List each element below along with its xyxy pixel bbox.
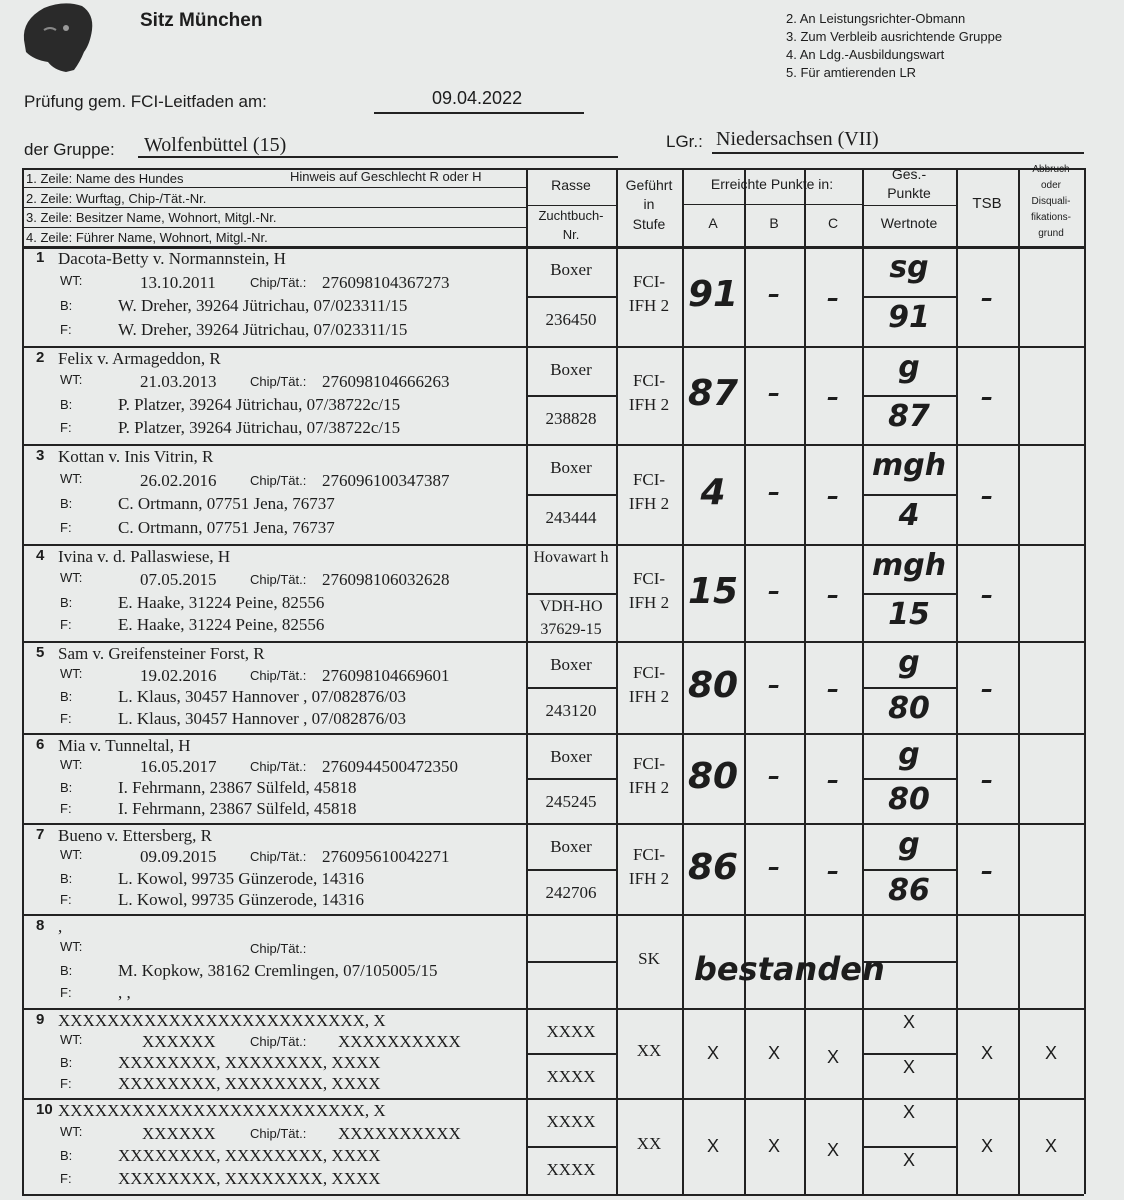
breed: Hovawart h xyxy=(533,549,609,566)
points-b: X xyxy=(767,1043,780,1063)
total-points: 86 xyxy=(888,873,930,908)
dog-name: XXXXXXXXXXXXXXXXXXXXXXXXX, X xyxy=(58,1101,386,1120)
points-c: – xyxy=(827,284,839,312)
label-owner: B: xyxy=(60,780,73,795)
row-midrule xyxy=(862,395,956,397)
chip-number: 276096100347387 xyxy=(322,470,450,490)
label-chip: Chip/Tät.: xyxy=(250,274,307,290)
club-seat: Sitz München xyxy=(140,10,263,31)
row-number: 5 xyxy=(36,644,45,661)
birth-date: 19.02.2016 xyxy=(140,665,217,685)
label-handler: F: xyxy=(60,801,72,816)
header-subrule xyxy=(526,205,616,206)
studbook-number: 243120 xyxy=(545,701,597,720)
row-midrule xyxy=(526,1053,616,1055)
handler: W. Dreher, 39264 Jütrichau, 07/023311/15 xyxy=(118,319,408,339)
label-chip: Chip/Tät.: xyxy=(250,472,307,488)
owner: W. Dreher, 39264 Jütrichau, 07/023311/15 xyxy=(118,296,408,315)
header-line1: 1. Zeile: Name des Hundes xyxy=(26,171,184,186)
header-line2: 2. Zeile: Wurftag, Chip-/Tät.-Nr. xyxy=(26,191,207,206)
row-number: 8 xyxy=(36,917,45,934)
lgr-value: Niedersachsen (VII) xyxy=(716,128,879,150)
chip-number: XXXXXXXXXX xyxy=(338,1123,461,1143)
chip-number: XXXXXXXXXX xyxy=(338,1032,461,1051)
label-chip: Chip/Tät.: xyxy=(250,1125,307,1141)
boxer-dog-logo xyxy=(14,0,104,80)
label-chip: Chip/Tät.: xyxy=(250,1034,307,1049)
label-wt: WT: xyxy=(60,470,83,486)
owner: P. Platzer, 39264 Jütrichau, 07/38722c/15 xyxy=(118,395,401,414)
label-handler: F: xyxy=(60,617,72,633)
studbook-number: 243444 xyxy=(545,508,597,527)
studbook-number: 238828 xyxy=(545,409,597,428)
row-number: 4 xyxy=(36,547,45,564)
row-midrule xyxy=(862,593,956,595)
row-number: 9 xyxy=(36,1011,45,1028)
level: IFH 2 xyxy=(628,868,670,888)
dog-name: Kottan v. Inis Vitrin, R xyxy=(58,447,214,466)
level: FCI- xyxy=(632,663,666,682)
points-a: 86 xyxy=(687,846,739,888)
points-c: X xyxy=(826,1047,839,1067)
label-handler: F: xyxy=(60,1076,72,1091)
grade: X xyxy=(902,1102,915,1122)
breed: Boxer xyxy=(550,747,592,766)
studbook-number: XXXX xyxy=(546,1160,596,1179)
row-midrule xyxy=(526,494,616,496)
dog-name: Bueno v. Ettersberg, R xyxy=(58,826,212,845)
breed: XXXX xyxy=(546,1112,596,1131)
row-number: 10 xyxy=(36,1101,53,1118)
row-rule xyxy=(22,914,1084,916)
dog-name: , xyxy=(58,917,63,936)
points-c: – xyxy=(827,482,839,510)
row-rule xyxy=(22,1194,1084,1196)
tsb: – xyxy=(981,766,993,794)
row-rule xyxy=(22,1008,1084,1010)
tsb: X xyxy=(980,1136,993,1156)
header-subrule xyxy=(862,205,956,206)
points-c: – xyxy=(827,383,839,411)
header-b: B xyxy=(769,215,779,231)
label-handler: F: xyxy=(60,420,72,435)
points-b: – xyxy=(768,576,780,605)
column-rule xyxy=(22,168,24,1194)
row-number: 6 xyxy=(36,736,45,753)
label-owner: B: xyxy=(60,496,73,511)
points-a: 4 xyxy=(700,472,726,513)
tsb: – xyxy=(981,580,993,609)
tsb: – xyxy=(981,482,993,510)
tsb: – xyxy=(981,284,993,312)
header-wertnote: Wertnote xyxy=(880,215,938,231)
row-rule xyxy=(22,1098,1084,1100)
total-points: 4 xyxy=(898,498,920,533)
points-a: 80 xyxy=(687,665,739,706)
dog-name: Felix v. Armageddon, R xyxy=(58,349,221,368)
label-owner: B: xyxy=(60,870,73,886)
owner: C. Ortmann, 07751 Jena, 76737 xyxy=(118,494,335,513)
chip-number: 276098104666263 xyxy=(322,372,450,391)
label-wt: WT: xyxy=(60,665,83,681)
level: IFH 2 xyxy=(628,494,670,513)
tsb: – xyxy=(981,383,993,411)
label-owner: B: xyxy=(60,298,73,313)
owner: M. Kopkow, 38162 Cremlingen, 07/105005/15 xyxy=(118,961,438,980)
handler: E. Haake, 31224 Peine, 82556 xyxy=(118,615,325,635)
label-handler: F: xyxy=(60,985,72,1000)
points-a: X xyxy=(706,1136,719,1156)
label-owner: B: xyxy=(60,1055,73,1070)
handler: L. Kowol, 99735 Günzerode, 14316 xyxy=(118,889,364,909)
label-wt: WT: xyxy=(60,939,83,954)
row-number: 1 xyxy=(36,249,45,266)
level: FCI- xyxy=(632,754,666,773)
label-chip: Chip/Tät.: xyxy=(250,571,307,587)
label-handler: F: xyxy=(60,1170,72,1186)
header-abbruch: oder xyxy=(1040,180,1061,191)
birth-date: XXXXXX xyxy=(142,1032,216,1051)
breed: Boxer xyxy=(550,260,592,279)
chip-number: 276095610042271 xyxy=(322,847,450,867)
row-midrule xyxy=(862,1146,956,1148)
points-b: X xyxy=(767,1136,780,1156)
lgr-label: LGr.: xyxy=(666,132,703,151)
level: IFH 2 xyxy=(628,687,670,706)
header-subrule xyxy=(22,207,526,208)
header-punkte: Erreichte Punkte in: xyxy=(710,176,834,192)
level: FCI- xyxy=(632,371,666,390)
points-a: 87 xyxy=(687,373,739,414)
total-points: 80 xyxy=(888,782,930,817)
handler: L. Klaus, 30457 Hannover , 07/082876/03 xyxy=(118,708,407,728)
studbook-number: 245245 xyxy=(545,792,597,811)
chip-number: 276098106032628 xyxy=(322,569,450,589)
grade: X xyxy=(902,1012,915,1032)
header-abbruch: Disquali- xyxy=(1031,196,1071,207)
tsb: X xyxy=(980,1043,993,1063)
header-abbruch: Abbruch xyxy=(1032,164,1070,175)
header-a: A xyxy=(708,215,718,231)
header-ges: Punkte xyxy=(887,185,931,201)
level: FCI- xyxy=(632,568,666,588)
dog-name: Sam v. Greifensteiner Forst, R xyxy=(58,644,265,663)
abort-reason: X xyxy=(1044,1136,1057,1156)
label-wt: WT: xyxy=(60,272,83,288)
grade: sg xyxy=(889,250,929,285)
label-owner: B: xyxy=(60,594,73,610)
header-stufe: Stufe xyxy=(632,216,666,232)
birth-date: 21.03.2013 xyxy=(140,372,217,391)
abort-reason: X xyxy=(1044,1043,1057,1063)
total-points: 80 xyxy=(888,691,930,726)
level: IFH 2 xyxy=(628,592,670,612)
points-c: X xyxy=(826,1140,839,1160)
row-rule xyxy=(22,823,1084,825)
row-midrule xyxy=(862,687,956,689)
owner: L. Kowol, 99735 Günzerode, 14316 xyxy=(118,868,364,888)
total-points: X xyxy=(902,1057,915,1077)
label-owner: B: xyxy=(60,963,73,978)
owner: L. Klaus, 30457 Hannover , 07/082876/03 xyxy=(118,687,407,706)
label-wt: WT: xyxy=(60,372,83,387)
label-chip: Chip/Tät.: xyxy=(250,849,307,865)
points-a: 15 xyxy=(687,570,739,612)
breed: Boxer xyxy=(550,837,592,856)
label-wt: WT: xyxy=(60,569,83,585)
label-owner: B: xyxy=(60,689,73,704)
column-rule xyxy=(1018,168,1020,1194)
points-b: – xyxy=(768,478,780,506)
row-midrule xyxy=(862,1053,956,1055)
points-a: 80 xyxy=(687,756,739,797)
total-points: 87 xyxy=(888,399,930,434)
points-b: – xyxy=(768,280,780,308)
chip-number: 2760944500472350 xyxy=(322,757,458,776)
points-c: – xyxy=(827,856,839,885)
level: XX xyxy=(636,1134,662,1153)
result-handwritten: bestanden xyxy=(694,950,885,988)
studbook-number: 236450 xyxy=(545,310,597,329)
level: SK xyxy=(638,949,660,968)
column-rule xyxy=(1084,168,1086,1194)
label-owner: B: xyxy=(60,397,73,412)
label-owner: B: xyxy=(60,1148,73,1163)
row-midrule xyxy=(862,778,956,780)
row-midrule xyxy=(526,1146,616,1148)
points-b: – xyxy=(768,671,780,699)
studbook-number: XXXX xyxy=(546,1067,596,1086)
owner: XXXXXXXX, XXXXXXXX, XXXX xyxy=(118,1053,381,1072)
points-b: – xyxy=(768,762,780,790)
header-subrule xyxy=(22,187,526,188)
header-gefuehrt: in xyxy=(643,196,655,212)
header-tsb: TSB xyxy=(972,195,1002,212)
distribution-item: 4. An Ldg.-Ausbildungswart xyxy=(786,47,945,62)
tsb: – xyxy=(981,856,993,885)
handler: C. Ortmann, 07751 Jena, 76737 xyxy=(118,517,335,537)
label-handler: F: xyxy=(60,519,72,535)
distribution-item: 5. Für amtierenden LR xyxy=(786,65,917,80)
row-midrule xyxy=(526,961,616,963)
label-handler: F: xyxy=(60,321,72,337)
total-points: 15 xyxy=(888,597,930,632)
breed: Boxer xyxy=(550,458,592,477)
birth-date: 13.10.2011 xyxy=(140,272,216,292)
grade: g xyxy=(898,737,920,772)
row-midrule xyxy=(526,395,616,397)
header-abbruch: grund xyxy=(1038,228,1064,239)
points-a: X xyxy=(706,1043,719,1063)
grade: g xyxy=(898,827,920,862)
row-rule xyxy=(22,733,1084,735)
row-midrule xyxy=(862,869,956,871)
distribution-list xyxy=(786,10,1002,82)
handler: XXXXXXXX, XXXXXXXX, XXXX xyxy=(118,1168,381,1188)
header-c: C xyxy=(827,215,839,231)
label-wt: WT: xyxy=(60,847,83,863)
label-chip: Chip/Tät.: xyxy=(250,667,307,683)
row-rule xyxy=(22,641,1084,643)
label-chip: Chip/Tät.: xyxy=(250,759,307,774)
label-handler: F: xyxy=(60,891,72,907)
grade: mgh xyxy=(871,448,947,483)
header-ges: Ges.- xyxy=(891,166,927,182)
header-hint: Hinweis auf Geschlecht R oder H xyxy=(290,169,482,184)
row-number: 2 xyxy=(36,349,45,366)
header-gefuehrt: Geführt xyxy=(625,177,673,193)
label-handler: F: xyxy=(60,710,72,726)
points-c: – xyxy=(827,675,839,703)
row-rule xyxy=(22,444,1084,446)
level: XX xyxy=(636,1041,662,1060)
label-chip: Chip/Tät.: xyxy=(250,941,307,956)
header-zuchtbuch: Zuchtbuch- xyxy=(538,208,604,223)
row-midrule xyxy=(526,296,616,298)
owner: E. Haake, 31224 Peine, 82556 xyxy=(118,592,325,612)
handler: XXXXXXXX, XXXXXXXX, XXXX xyxy=(118,1074,381,1093)
row-midrule xyxy=(862,494,956,496)
level: FCI- xyxy=(632,272,666,291)
birth-date: 16.05.2017 xyxy=(140,757,217,776)
grade: mgh xyxy=(871,548,947,583)
row-number: 7 xyxy=(36,826,45,843)
points-b: – xyxy=(768,379,780,407)
grade: g xyxy=(898,350,920,385)
dog-name: XXXXXXXXXXXXXXXXXXXXXXXXX, X xyxy=(58,1011,386,1030)
points-b: – xyxy=(768,852,780,881)
grade: g xyxy=(898,645,920,680)
row-number: 3 xyxy=(36,447,45,464)
total-points: X xyxy=(902,1150,915,1170)
label-wt: WT: xyxy=(60,757,83,772)
row-midrule xyxy=(862,296,956,298)
owner: I. Fehrmann, 23867 Sülfeld, 45818 xyxy=(118,778,357,797)
dog-name: Dacota-Betty v. Normannstein, H xyxy=(58,249,286,268)
breed: XXXX xyxy=(546,1022,596,1041)
group-value: Wolfenbüttel (15) xyxy=(144,134,287,156)
dog-name: Mia v. Tunneltal, H xyxy=(58,736,191,755)
birth-date: 07.05.2015 xyxy=(140,569,217,589)
level: IFH 2 xyxy=(628,296,670,315)
birth-date: 26.02.2016 xyxy=(140,470,217,490)
header-zuchtbuch: Nr. xyxy=(562,227,580,242)
studbook-number: 242706 xyxy=(545,883,597,902)
row-midrule xyxy=(526,869,616,871)
level: IFH 2 xyxy=(628,395,670,414)
group-label: der Gruppe: xyxy=(24,140,115,159)
breed: Boxer xyxy=(550,360,592,379)
label-chip: Chip/Tät.: xyxy=(250,374,307,389)
distribution-item: 3. Zum Verbleib ausrichtende Gruppe xyxy=(786,29,1003,44)
handler: I. Fehrmann, 23867 Sülfeld, 45818 xyxy=(118,799,357,818)
level: FCI- xyxy=(632,470,666,489)
chip-number: 276098104669601 xyxy=(322,665,450,685)
birth-date: 09.09.2015 xyxy=(140,847,217,867)
header-abbruch: fikations- xyxy=(1030,212,1071,223)
handler: , , xyxy=(118,983,131,1002)
level: IFH 2 xyxy=(628,778,670,797)
row-midrule xyxy=(526,778,616,780)
exam-date: 09.04.2022 xyxy=(432,88,523,108)
label-wt: WT: xyxy=(60,1123,83,1139)
level: FCI- xyxy=(632,844,666,864)
chip-number: 276098104367273 xyxy=(322,272,450,292)
studbook-number: VDH-HO 37629-15 xyxy=(539,598,603,638)
total-points: 91 xyxy=(888,300,930,335)
header-line3: 3. Zeile: Besitzer Name, Wohnort, Mitgl.-Nr. xyxy=(26,210,277,225)
header-subrule xyxy=(682,204,862,205)
header-line4: 4. Zeile: Führer Name, Wohnort, Mitgl.-Nr. xyxy=(26,230,268,245)
header-subrule xyxy=(22,227,526,228)
owner: XXXXXXXX, XXXXXXXX, XXXX xyxy=(118,1146,381,1165)
birth-date: XXXXXX xyxy=(142,1123,216,1143)
points-c: – xyxy=(827,766,839,794)
header-rasse: Rasse xyxy=(551,177,591,193)
handler: P. Platzer, 39264 Jütrichau, 07/38722c/15 xyxy=(118,418,401,437)
breed: Boxer xyxy=(550,655,592,674)
row-rule xyxy=(22,346,1084,348)
tsb: – xyxy=(981,675,993,703)
points-a: 91 xyxy=(687,274,739,315)
label-wt: WT: xyxy=(60,1032,83,1047)
distribution-item: 2. An Leistungsrichter-Obmann xyxy=(786,11,966,26)
points-c: – xyxy=(827,580,839,609)
row-midrule xyxy=(526,687,616,689)
dog-name: Ivina v. d. Pallaswiese, H xyxy=(58,547,231,566)
exam-label: Prüfung gem. FCI-Leitfaden am: xyxy=(24,92,267,111)
